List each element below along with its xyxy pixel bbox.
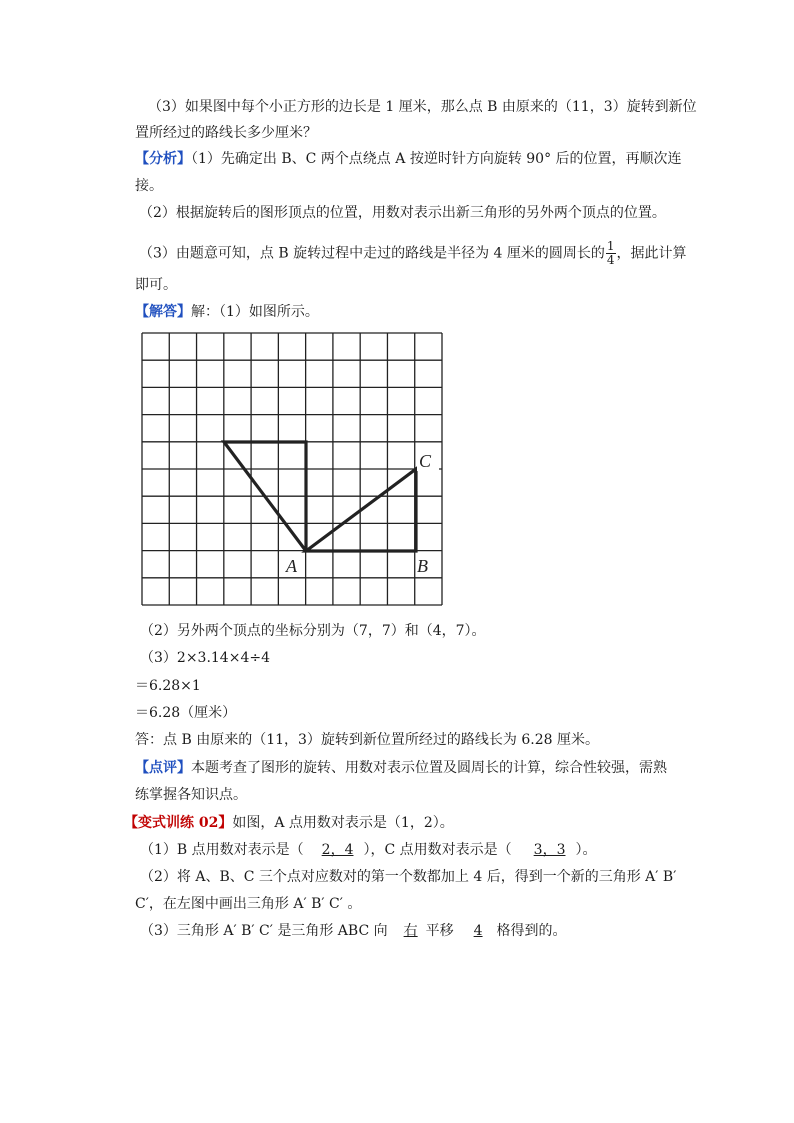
fraction-one-quarter xyxy=(606,240,616,267)
answer-line2: （2）另外两个顶点的坐标分别为（7，7）和（4，7）。 xyxy=(140,623,486,639)
rotation-grid-figure xyxy=(140,331,445,608)
answer-blank-B: 2，4 xyxy=(321,842,354,858)
point-B-label: B xyxy=(417,556,428,576)
comment-line2: 练掌握各知识点。 xyxy=(135,787,247,803)
question-3-line1: （3）如果图中每个小正方形的边长是 1 厘米，那么点 B 由原来的（11，3）旋转到新位 xyxy=(148,99,697,115)
fraction-numerator: 1 xyxy=(606,239,615,253)
exercise-intro: 如图，A 点用数对表示是（1，2）。 xyxy=(232,815,454,831)
analysis-text-3a: （3）由题意可知，点 B 旋转过程中走过的路线是半径为 4 厘米的圆周长的 xyxy=(139,245,605,262)
answer-calc-3: ＝6.28（厘米） xyxy=(135,705,237,721)
answer-blank-C: 3，3 xyxy=(533,842,566,858)
exercise-q2-line2: C′，在左图中画出三角形 A′ B′ C′ 。 xyxy=(135,896,362,912)
exercise-q3 xyxy=(140,921,567,941)
comment-line1 xyxy=(135,758,667,778)
answer-final: 答：点 B 由原来的（11，3）旋转到新位置所经过的路线长为 6.28 厘米。 xyxy=(135,732,599,748)
answer-text-1: 解：（1）如图所示。 xyxy=(191,304,319,320)
analysis-text-3b: ，据此计算 xyxy=(616,245,687,262)
exercise-q1-end: ）。 xyxy=(575,842,597,858)
exercise-tag: 【变式训练 02】 xyxy=(124,815,233,831)
analysis-line3: （2）根据旋转后的图形顶点的位置，用数对表示出新三角形的另外两个顶点的位置。 xyxy=(139,205,666,221)
analysis-line5: 即可。 xyxy=(135,277,177,293)
comment-text-1: 本题考查了图形的旋转、用数对表示位置及圆周长的计算，综合性较强，需熟 xyxy=(191,760,667,776)
question-3-line2: 置所经过的路线长多少厘米？ xyxy=(135,125,317,141)
exercise-q1-mid: ），C 点用数对表示是（ xyxy=(363,842,512,858)
exercise-q3-end: 格得到的。 xyxy=(496,923,567,939)
triangle-ABC xyxy=(306,469,416,551)
answer-calc-1: （3）2×3.14×4÷4 xyxy=(140,650,270,666)
comment-tag: 【点评】 xyxy=(135,760,191,776)
fraction-denominator: 4 xyxy=(606,253,615,267)
exercise-q3-prefix: （3）三角形 A′ B′ C′ 是三角形 ABC 向 xyxy=(140,923,388,939)
point-C-label: C xyxy=(419,451,432,471)
answer-blank-count: 4 xyxy=(473,923,483,939)
answer-tag: 【解答】 xyxy=(135,304,191,320)
point-A-label: A xyxy=(286,556,297,576)
answer-line1 xyxy=(135,302,319,322)
analysis-line4 xyxy=(139,240,687,267)
exercise-q2-line1: （2）将 A、B、C 三个点对应数对的第一个数都加上 4 后，得到一个新的三角形 A′ B′ xyxy=(140,869,677,885)
analysis-line1 xyxy=(135,149,682,169)
answer-calc-2: ＝6.28×1 xyxy=(135,678,201,694)
analysis-line2: 接。 xyxy=(135,178,163,194)
analysis-tag: 【分析】 xyxy=(135,151,191,167)
answer-blank-direction: 右 xyxy=(403,923,418,939)
analysis-text-1a: （1）先确定出 B、C 两个点绕点 A 按逆时针方向旋转 90° 后的位置，再顺次连 xyxy=(191,151,682,167)
exercise-q3-mid: 平移 xyxy=(425,923,454,939)
exercise-q1 xyxy=(140,840,596,860)
exercise-intro-line xyxy=(124,813,454,833)
exercise-q1-prefix: （1）B 点用数对表示是（ xyxy=(140,842,304,858)
